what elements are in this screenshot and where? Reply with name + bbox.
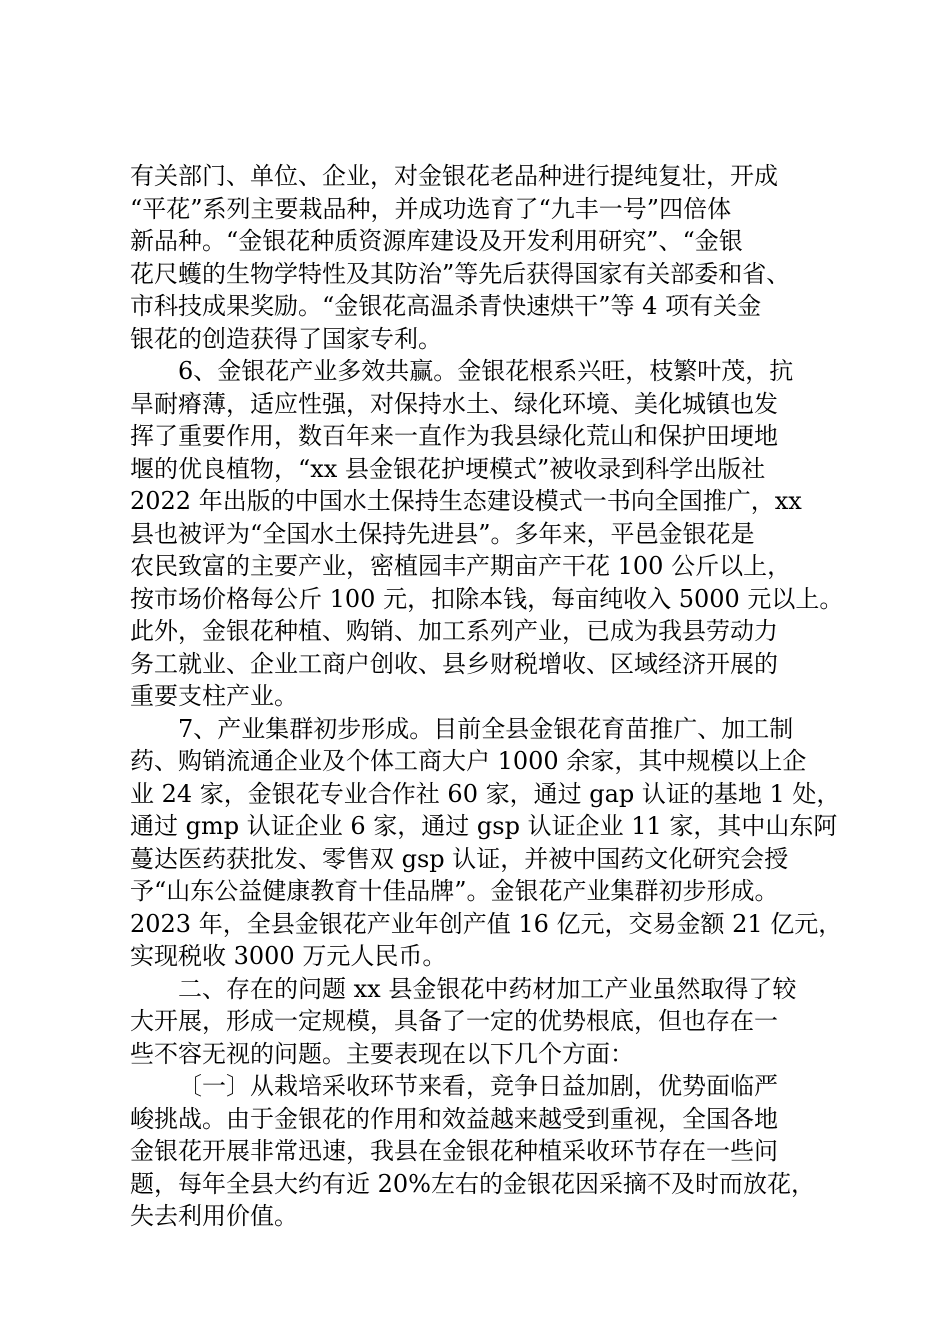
paragraph-line: 峻挑战。由于金银花的作用和效益越来越受到重视，全国各地 xyxy=(130,1104,778,1133)
paragraph-line: 实现税收 3000 万元人民币。 xyxy=(130,942,447,970)
paragraph-line: 大开展，形成一定规模，具备了一定的优势根底，但也存在一 xyxy=(130,1007,778,1035)
paragraph-line: 业 24 家，金银花专业合作社 60 家，通过 gap 认证的基地 1 处， xyxy=(130,779,841,808)
paragraph-line: 县也被评为“全国水土保持先进县”。多年来，平邑金银花是 xyxy=(130,519,755,548)
paragraph-line: “平花”系列主要栽品种，并成功选育了“九丰一号”四倍体 xyxy=(130,194,732,223)
paragraph-line: 金银花开展非常迅速，我县在金银花种植采收环节存在一些问 xyxy=(130,1137,778,1165)
paragraph-line: 务工就业、企业工商户创收、县乡财税增收、区域经济开展的 xyxy=(130,649,778,678)
paragraph-line: 新品种。“金银花种质资源库建设及开发利用研究”、“金银 xyxy=(130,227,743,255)
paragraph-line: 予“山东公益健康教育十佳品牌”。金银花产业集群初步形成。 xyxy=(130,877,779,905)
paragraph-line: 蔓达医药获批发、零售双 gsp 认证，并被中国药文化研究会授 xyxy=(130,844,789,873)
document-body xyxy=(130,160,844,1233)
paragraph-line: 题，每年全县大约有近 20%左右的金银花因采摘不及时而放花， xyxy=(130,1169,815,1198)
paragraph-line: 6、金银花产业多效共赢。金银花根系兴旺，枝繁叶茂，抗 xyxy=(178,357,794,385)
paragraph-line: 旱耐瘠薄，适应性强，对保持水土、绿化环境、美化城镇也发 xyxy=(130,389,778,418)
paragraph-line: 堰的优良植物，“xx 县金银花护埂模式”被收录到科学出版社 xyxy=(130,454,766,483)
paragraph-line: 药、购销流通企业及个体工商大户 1000 余家，其中规模以上企 xyxy=(130,747,807,775)
paragraph-line: 2022 年出版的中国水土保持生态建设模式一书向全国推广，xx xyxy=(130,487,802,515)
paragraph-line: 按市场价格每公斤 100 元，扣除本钱，每亩纯收入 5000 元以上。 xyxy=(130,584,844,613)
paragraph-line: 挥了重要作用，数百年来一直作为我县绿化荒山和保护田埂地 xyxy=(130,422,778,450)
paragraph-line: 农民致富的主要产业，密植园丰产期亩产干花 100 公斤以上， xyxy=(130,552,792,580)
paragraph-line: 通过 gmp 认证企业 6 家，通过 gsp 认证企业 11 家，其中山东阿 xyxy=(130,812,838,840)
paragraph-line: 银花的创造获得了国家专利。 xyxy=(130,324,442,353)
paragraph-line: 失去利用价值。 xyxy=(130,1202,298,1230)
paragraph-line: 此外，金银花种植、购销、加工系列产业，已成为我县劳动力 xyxy=(130,617,778,645)
paragraph-line: 些不容无视的问题。主要表现在以下几个方面： xyxy=(130,1039,634,1068)
paragraph-line: 2023 年，全县金银花产业年创产值 16 亿元，交易金额 21 亿元， xyxy=(130,909,843,938)
paragraph-line: 市科技成果奖励。“金银花高温杀青快速烘干”等 4 项有关金 xyxy=(130,292,762,320)
paragraph-line: 7、产业集群初步形成。目前全县金银花育苗推广、加工制 xyxy=(178,714,794,743)
paragraph-line: 有关部门、单位、企业，对金银花老品种进行提纯复壮，开成 xyxy=(130,162,778,190)
paragraph-line: 花尺蠖的生物学特性及其防治”等先后获得国家有关部委和省、 xyxy=(130,259,791,288)
paragraph-line: 二、存在的问题 xx 县金银花中药材加工产业虽然取得了较 xyxy=(178,974,797,1003)
paragraph-line: 〔一〕从栽培采收环节来看，竞争日益加剧，优势面临严 xyxy=(178,1072,778,1100)
paragraph-line: 重要支柱产业。 xyxy=(130,682,298,710)
